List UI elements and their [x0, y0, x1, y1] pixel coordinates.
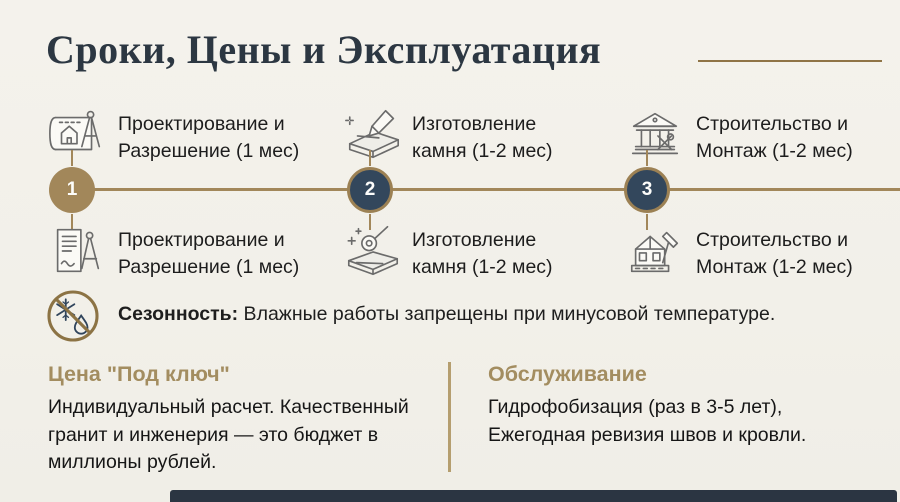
- timeline-step-1-circle: [49, 167, 95, 213]
- price-line-1: Индивидуальный расчет. Качественный: [48, 396, 409, 418]
- step-3-bottom-line-1: Строительство и: [696, 229, 849, 251]
- timeline-tick: [71, 150, 73, 166]
- price-section-heading: Цена "Под ключ": [48, 362, 230, 386]
- step-2-top-line-1: Изготовление: [412, 113, 537, 135]
- bottom-dark-bar: [170, 490, 897, 502]
- step-3-bottom-text: [696, 227, 853, 281]
- step-3-top-text: [696, 111, 853, 165]
- house-hammer-icon: [624, 220, 686, 282]
- price-section-body: [48, 394, 409, 477]
- price-line-2: гранит и инженерия — это бюджет в: [48, 423, 379, 446]
- blueprint-compass-icon: [46, 103, 108, 165]
- step-3-bottom-line-2: Монтаж (1-2 мес): [696, 256, 853, 278]
- maintenance-section-heading: Обслуживание: [488, 362, 647, 386]
- step-2-bottom-line-2: камня (1-2 мес): [412, 256, 553, 278]
- seasonality-note: [118, 303, 775, 326]
- maintenance-section-body: [488, 394, 806, 449]
- maintenance-line-2: Ежегодная ревизия швов и кровли.: [488, 423, 807, 446]
- permit-document-compass-icon: [46, 220, 108, 282]
- step-3-number: 3: [641, 179, 653, 200]
- step-3-top-line-2: Монтаж (1-2 мес): [696, 140, 853, 162]
- timeline-tick: [646, 150, 648, 166]
- seasonality-text: Влажные работы запрещены при минусовой температуре.: [238, 303, 776, 325]
- page-title: Сроки, Цены и Эксплуатация: [46, 27, 602, 72]
- no-frost-moisture-icon: [44, 287, 102, 345]
- step-2-bottom-text: [412, 227, 553, 281]
- step-2-bottom-line-1: Изготовление: [412, 229, 537, 251]
- step-2-number: 2: [364, 179, 376, 200]
- step-1-top-line-2: Разрешение (1 мес): [118, 140, 300, 162]
- step-1-bottom-text: [118, 227, 299, 281]
- timeline-tick: [369, 150, 371, 166]
- step-1-top-line-1: Проектирование и: [118, 113, 285, 135]
- timeline-line: [72, 188, 900, 191]
- step-2-top-text: [412, 111, 553, 165]
- step-1-top-text: [118, 111, 299, 165]
- step-1-bottom-line-2: Разрешение (1 мес): [118, 256, 300, 278]
- column-divider: [448, 362, 451, 472]
- step-1-bottom-line-1: Проектирование и: [118, 229, 285, 251]
- step-1-number: 1: [66, 179, 78, 200]
- price-line-3: миллионы рублей.: [48, 451, 217, 473]
- timeline-step-2-circle: [347, 167, 393, 213]
- timeline-step-3-circle: [624, 167, 670, 213]
- maintenance-line-1: Гидрофобизация (раз в 3-5 лет),: [488, 396, 783, 418]
- stone-slab-grinder-icon: [342, 220, 404, 282]
- step-3-top-line-1: Строительство и: [696, 113, 849, 135]
- mausoleum-tools-icon: [624, 103, 686, 165]
- stone-slab-chisel-icon: [342, 103, 404, 165]
- seasonality-label: Сезонность:: [118, 303, 239, 325]
- step-2-top-line-2: камня (1-2 мес): [412, 140, 553, 162]
- title-rule: [698, 60, 882, 62]
